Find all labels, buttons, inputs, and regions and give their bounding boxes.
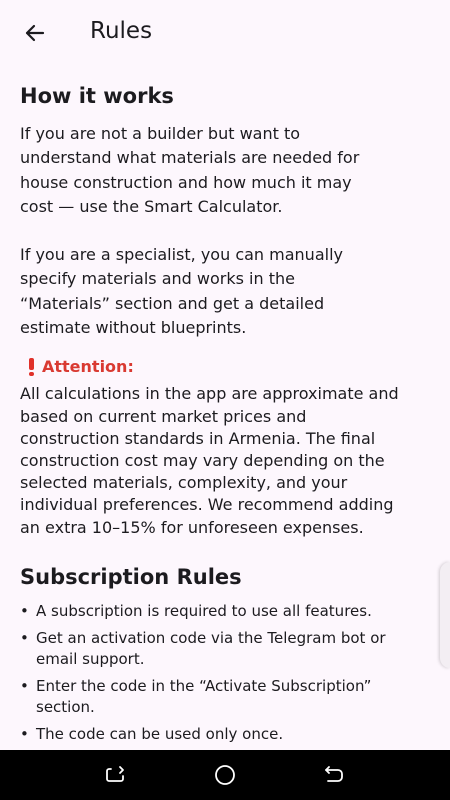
list-item [20,724,430,745]
bullet: • [20,724,29,743]
text-line: estimate without blueprints. [20,318,247,338]
text-line: All calculations in the app are approximate and [20,384,399,404]
text-line: “Materials” section and get a detailed [20,293,325,313]
home-button[interactable] [213,763,237,787]
text-line: If you are a specialist, you can manually [20,245,343,265]
text-line: individual preferences. We recommend adding [20,495,394,515]
text-line: section. [36,697,95,716]
text-line: Enter the code in the “Activate Subscription” [36,676,372,695]
page-title: Rules [90,18,153,44]
text-line: Get an activation code via the Telegram bot or [36,628,386,647]
system-nav-bar [0,750,450,800]
text-line: construction cost may vary depending on the [20,450,385,470]
back-button[interactable] [22,20,48,46]
recent-apps-button[interactable] [103,763,127,787]
text-line: an extra 10–15% for unforeseen expenses. [20,517,364,537]
how-it-works-paragraph-1 [20,122,430,219]
nav-back-icon [322,763,346,787]
home-circle-icon [213,763,237,787]
text-line: If you are not a builder but want to [20,124,301,143]
bullet: • [20,676,29,695]
bullet: • [20,628,29,647]
edge-panel-handle[interactable] [440,562,450,668]
list-item [20,628,430,670]
how-it-works-paragraph-2 [20,243,430,340]
how-it-works-heading: How it works [20,84,174,108]
attention-label [26,356,430,378]
app-bar [0,0,450,66]
text-line: understand what materials are needed for [20,148,360,168]
attention-paragraph [20,383,430,538]
text-line: A subscription is required to use all features. [36,601,372,620]
text-line: specify materials and works in the [20,269,295,289]
subscription-rules-list [20,601,430,745]
rules-content [20,80,430,751]
bullet: • [20,601,29,620]
list-item [20,601,430,622]
text-line: construction standards in Armenia. The final [20,428,376,448]
text-line: based on current market prices and [20,406,307,426]
recent-apps-icon [103,763,127,787]
arrow-left-icon [23,21,47,45]
exclamation-icon [26,358,36,376]
text-line: house construction and how much it may [20,172,352,192]
attention-text: Attention: [42,357,134,377]
list-item [20,676,430,718]
text-line: The code can be used only once. [36,724,284,743]
text-line: cost — use the Smart Calculator. [20,196,283,216]
nav-back-button[interactable] [322,763,346,787]
text-line: selected materials, complexity, and your [20,473,348,493]
text-line: email support. [36,649,145,668]
subscription-rules-heading: Subscription Rules [20,564,242,589]
